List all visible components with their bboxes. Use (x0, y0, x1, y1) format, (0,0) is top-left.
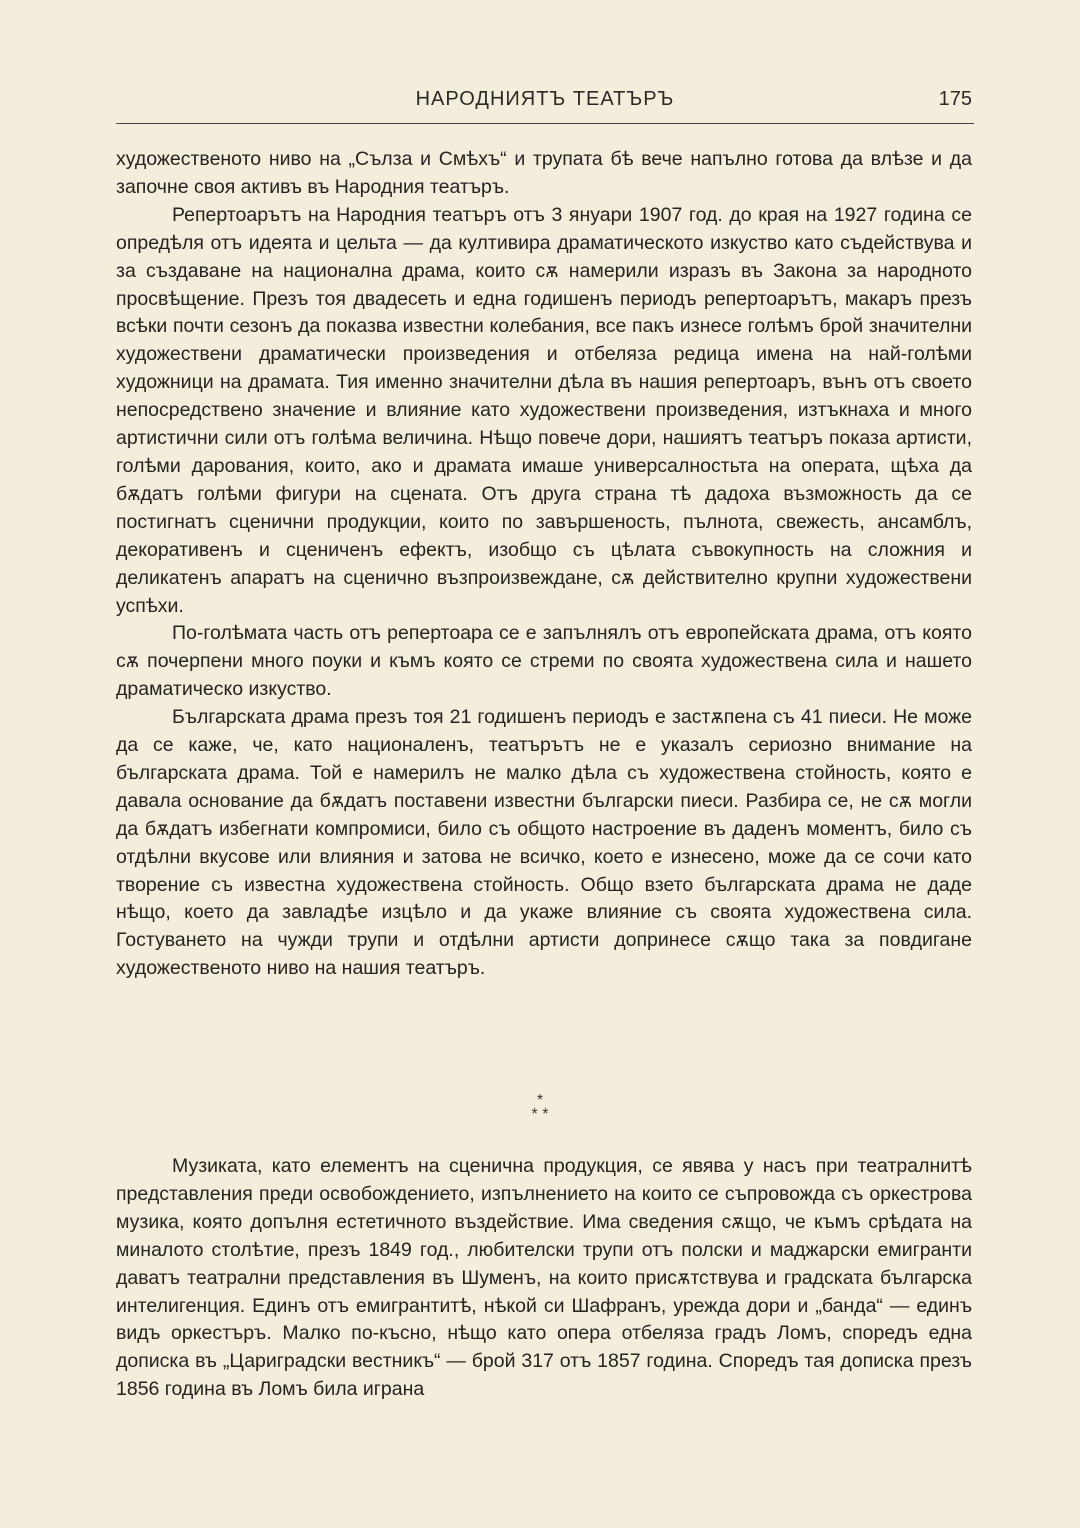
page-number: 175 (938, 88, 972, 110)
paragraph-european-drama: По-голѣмата часть отъ репертоара се е запълнялъ отъ европейската драма, отъ която сѫ почерпени много поуки и къмъ която се стреми по своята художествена сила и нашето драматическо изкуство. (116, 622, 972, 701)
asterism-top: * (536, 1092, 544, 1109)
paragraph-continuation: художественото ниво на „Сълза и Смѣхъ“ и трупата бѣ вече напълно готова да влѣзе и да започне своя активъ въ Народния театъръ. (116, 148, 972, 198)
music-section (116, 1153, 972, 1404)
paragraph-bulgarian-drama: Българската драма презъ тоя 21 годишенъ периодъ е застѫпена съ 41 пиеси. Не може да се каже, че, като националенъ, театърътъ не е указалъ сериозно внимание на българската драма. Той е намерилъ не малко дѣла съ художествена стойность, която е давала основание да бѫдатъ поставени известни български пиеси. Разбира се, не сѫ могли да бѫдатъ избегнати компромиси, било съ общото настроение въ даденъ моментъ, било съ отдѣлни вкусове или влияния и затова не всичко, което е изнесено, може да се сочи като творение съ известна художествена стойность. Общо взето българската драма не даде нѣщо, което да завладѣе изцѣло и да укаже влияние съ своята художествена сила. Гостуването на чужди трупи и отдѣлни артисти допринесе сѫщо така за повдигане художественото ниво на нашия театъръ. (116, 706, 972, 980)
section-divider-asterism (0, 1094, 1080, 1122)
paragraph-repertoire: Репертоарътъ на Народния театъръ отъ 3 януари 1907 год. до края на 1927 година се опредѣля отъ идеята и цельта — да култивира драматическото изкуство като съдействува и за създаване на национална драма, които сѫ намерили изразъ въ Закона за народното просвѣщение. Презъ тоя двадесеть и една годишенъ периодъ репертоарътъ, макаръ презъ всѣки почти сезонъ да показва известни колебания, все пакъ изнесе голѣмъ брой значителни художествени драматически произведения и отбеляза редица имена на най-голѣми художници на драмата. Тия именно значителни дѣла въ нашия репертоаръ, вънъ отъ своето непосредствено значение и влияние като художествени произведения, изтъкнаха и много артистични сили отъ голѣма величина. Нѣщо повече дори, нашиятъ театъръ показа артисти, голѣми дарования, които, ако и драмата имаше универсалностьта на операта, щѣха да бѫдатъ голѣми фигури на сцената. Отъ друга страна тѣ дадоха възможность да се постигнатъ сценични продукции, които по завършеность, пълнота, свежесть, ансамблъ, декоративенъ и сцениченъ ефектъ, изобщо съ цѣлата съвокупность на сложния и деликатенъ апаратъ на сценично възпроизвеждане, сѫ действително крупни художествени успѣхи. (116, 203, 972, 617)
page-header (116, 88, 974, 120)
body-text (116, 146, 972, 983)
header-rule (116, 123, 974, 124)
asterism-bottom: * * (531, 1106, 549, 1123)
running-title: НАРОДНИЯТЪ ТЕАТЪРЪ (415, 88, 675, 110)
paragraph-music: Музиката, като елементъ на сценична продукция, се явява у насъ при театралнитѣ представления преди освобождението, изпълнението на които се съпровожда съ оркестрова музика, която допълня естетичното въздействие. Има сведения сѫщо, че къмъ срѣдата на миналото столѣтие, презъ 1849 год., любителски трупи отъ полски и маджарски емигранти даватъ театрални представления въ Шуменъ, на които присѫтствува и градската българска интелигенция. Единъ отъ емигрантитѣ, нѣкой си Шафранъ, урежда дори и „банда“ — единъ видъ оркестъръ. Малко по-късно, нѣщо като опера отбеляза градъ Ломъ, споредъ една дописка въ „Цариградски вестникъ“ — брой 317 отъ 1857 година. Споредъ тая дописка презъ 1856 година въ Ломъ била играна (116, 1155, 972, 1401)
